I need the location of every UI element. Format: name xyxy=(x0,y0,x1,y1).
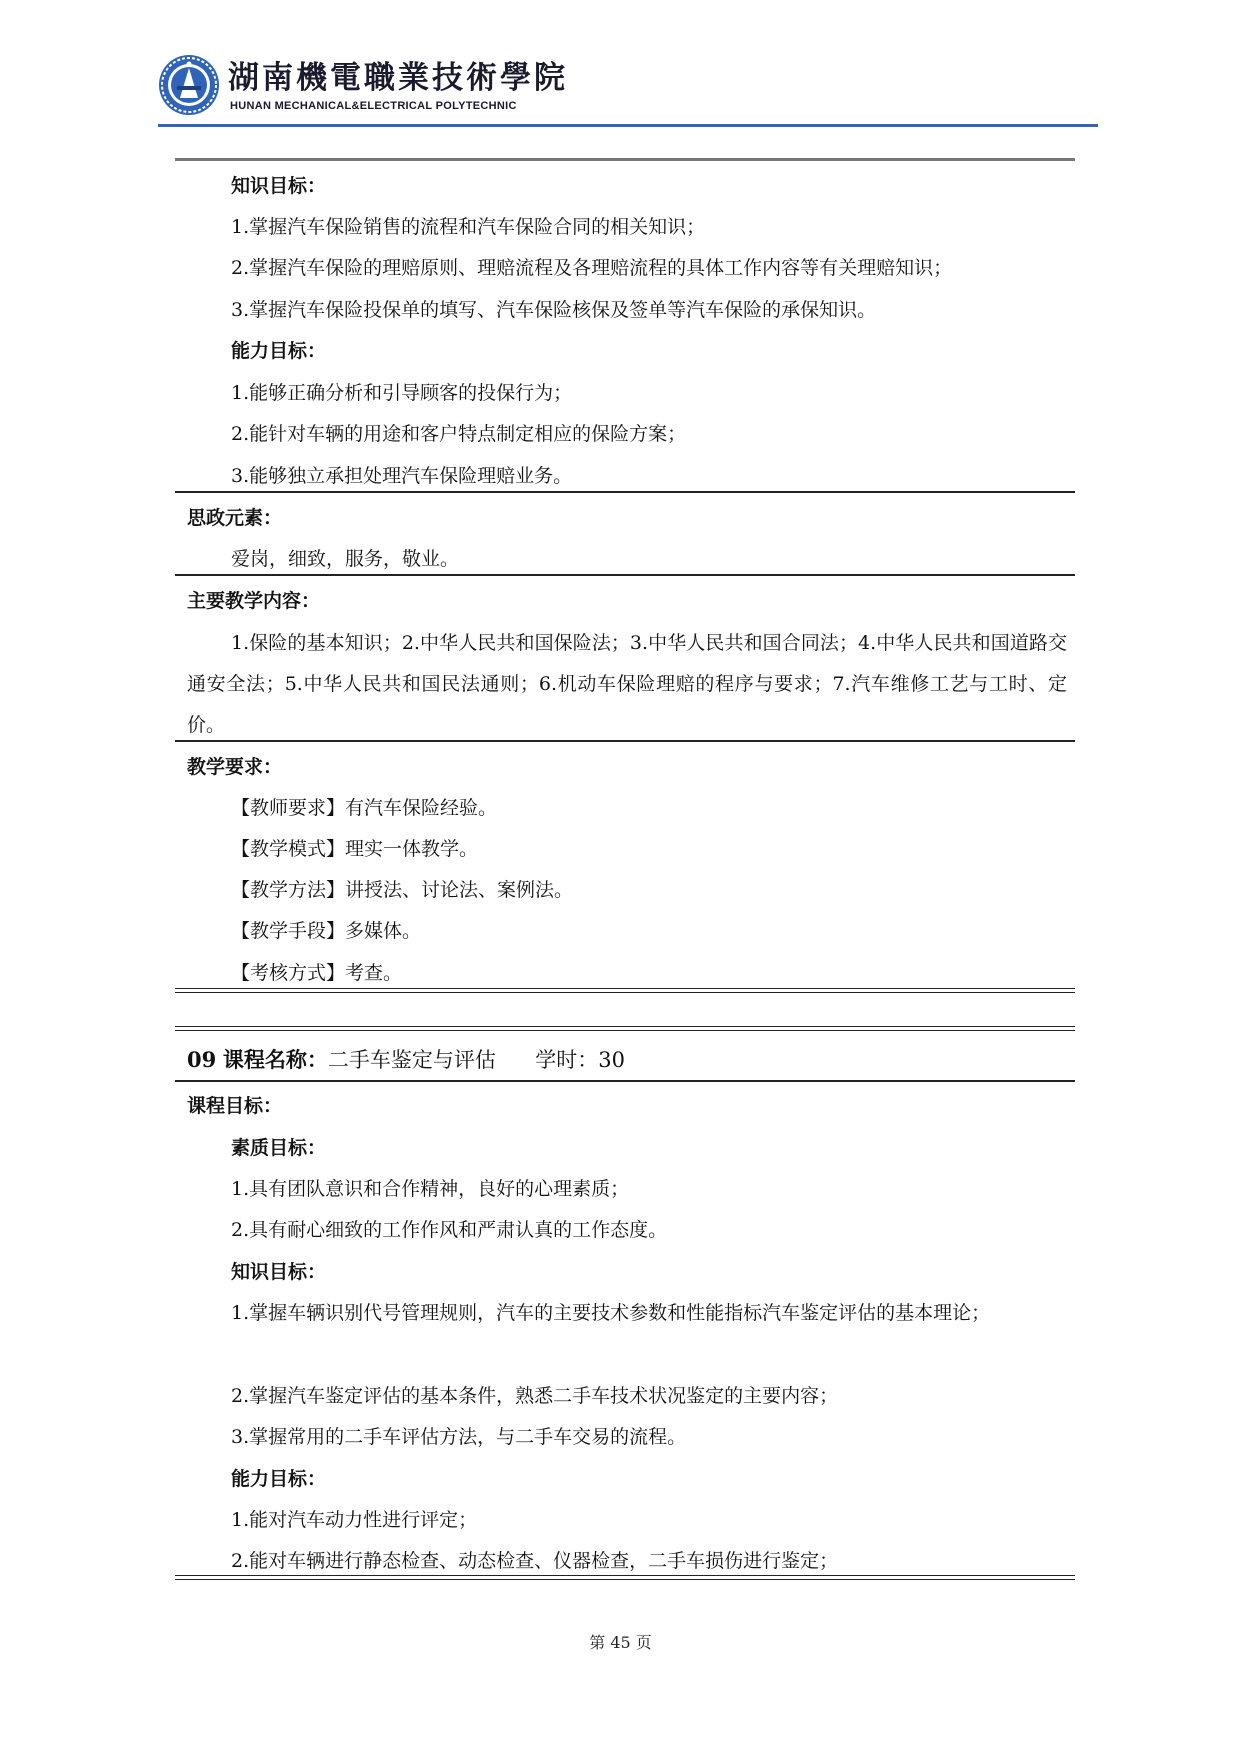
course-number: 09 xyxy=(187,1047,217,1072)
knowledge-item-3: 3.掌握汽车保险投保单的填写、汽车保险核保及签单等汽车保险的承保知识。 xyxy=(231,299,877,321)
table-bottom-rule xyxy=(175,988,1075,993)
school-logo-icon xyxy=(158,54,220,116)
knowledge2-paragraph xyxy=(187,1293,1067,1334)
requirement-item-4: 【教学手段】多媒体。 xyxy=(231,920,422,942)
ability-item-1: 1.能够正确分析和引导顾客的投保行为； xyxy=(231,382,573,404)
knowledge2-item-2: 2.掌握汽车鉴定评估的基本条件，熟悉二手车技术状况鉴定的主要内容； xyxy=(231,1385,839,1407)
ideology-heading: 思政元素： xyxy=(187,507,283,529)
quality-item-2: 2.具有耐心细致的工作作风和严肃认真的工作态度。 xyxy=(231,1219,668,1241)
quality-goal-heading: 素质目标： xyxy=(231,1137,327,1159)
school-name-cn: 湖南機電職業技術學院 xyxy=(228,60,568,96)
requirements-heading: 教学要求： xyxy=(187,756,283,778)
ability2-item-1: 1.能对汽车动力性进行评定； xyxy=(231,1509,478,1531)
requirement-item-1: 【教师要求】有汽车保险经验。 xyxy=(231,797,498,819)
page-number: 45 xyxy=(610,1633,631,1652)
row-divider xyxy=(175,1080,1075,1082)
knowledge-item-2: 2.掌握汽车保险的理赔原则、理赔流程及各理赔流程的具体工作内容等有关理赔知识； xyxy=(231,257,953,279)
course-name-label: 课程名称： xyxy=(222,1047,328,1072)
requirement-item-2: 【教学模式】理实一体教学。 xyxy=(231,838,479,860)
course-title-row xyxy=(187,1048,625,1072)
page-footer xyxy=(0,1630,1241,1653)
requirement-item-3: 【教学方法】讲授法、讨论法、案例法。 xyxy=(231,879,574,901)
table-bottom-rule xyxy=(175,1575,1075,1580)
knowledge2-item-3: 3.掌握常用的二手车评估方法，与二手车交易的流程。 xyxy=(231,1426,687,1448)
table-top-rule xyxy=(175,158,1075,161)
knowledge-item-1: 1.掌握汽车保险销售的流程和汽车保险合同的相关知识； xyxy=(231,216,706,238)
school-name-en: HUNAN MECHANICAL&ELECTRICAL POLYTECHNIC xyxy=(230,100,517,112)
row-divider xyxy=(175,491,1075,493)
page-prefix: 第 xyxy=(589,1633,606,1652)
content-text: 1.保险的基本知识；2.中华人民共和国保险法；3.中华人民共和国合同法；4.中华人民共和国道路交通安全法；5.中华人民共和国民法通则；6.机动车保险理赔的程序与要求；7.汽车维修工艺与工时、定价。 xyxy=(187,632,1067,736)
ability2-item-2: 2.能对车辆进行静态检查、动态检查、仪器检查，二手车损伤进行鉴定； xyxy=(231,1550,839,1572)
quality-item-1: 1.具有团队意识和合作精神，良好的心理素质； xyxy=(231,1178,630,1200)
content-paragraph xyxy=(187,623,1067,746)
ability-item-2: 2.能针对车辆的用途和客户特点制定相应的保险方案； xyxy=(231,423,687,445)
course-name: 二手车鉴定与评估 xyxy=(327,1048,496,1072)
row-divider xyxy=(175,574,1075,576)
requirement-item-5: 【考核方式】考查。 xyxy=(231,962,403,984)
knowledge2-item-1: 1.掌握车辆识别代号管理规则，汽车的主要技术参数和性能指标汽车鉴定评估的基本理论； xyxy=(231,1302,991,1324)
row-divider xyxy=(175,740,1075,742)
page-header xyxy=(158,48,1098,124)
ideology-text: 爱岗，细致，服务，敬业。 xyxy=(231,548,460,570)
hours-value: 30 xyxy=(598,1048,626,1072)
content-heading: 主要教学内容： xyxy=(187,590,321,612)
knowledge-goal-heading-2: 知识目标： xyxy=(231,1261,327,1283)
ability-item-3: 3.能够独立承担处理汽车保险理赔业务。 xyxy=(231,465,573,487)
knowledge-goal-heading: 知识目标： xyxy=(231,175,327,197)
table-top-rule xyxy=(175,1026,1075,1031)
ability-goal-heading-2: 能力目标： xyxy=(231,1468,327,1490)
ability-goal-heading: 能力目标： xyxy=(231,340,327,362)
course-goal-heading: 课程目标： xyxy=(187,1095,283,1117)
page-suffix: 页 xyxy=(635,1633,652,1652)
hours-label: 学时： xyxy=(535,1048,599,1072)
header-divider xyxy=(158,124,1098,127)
